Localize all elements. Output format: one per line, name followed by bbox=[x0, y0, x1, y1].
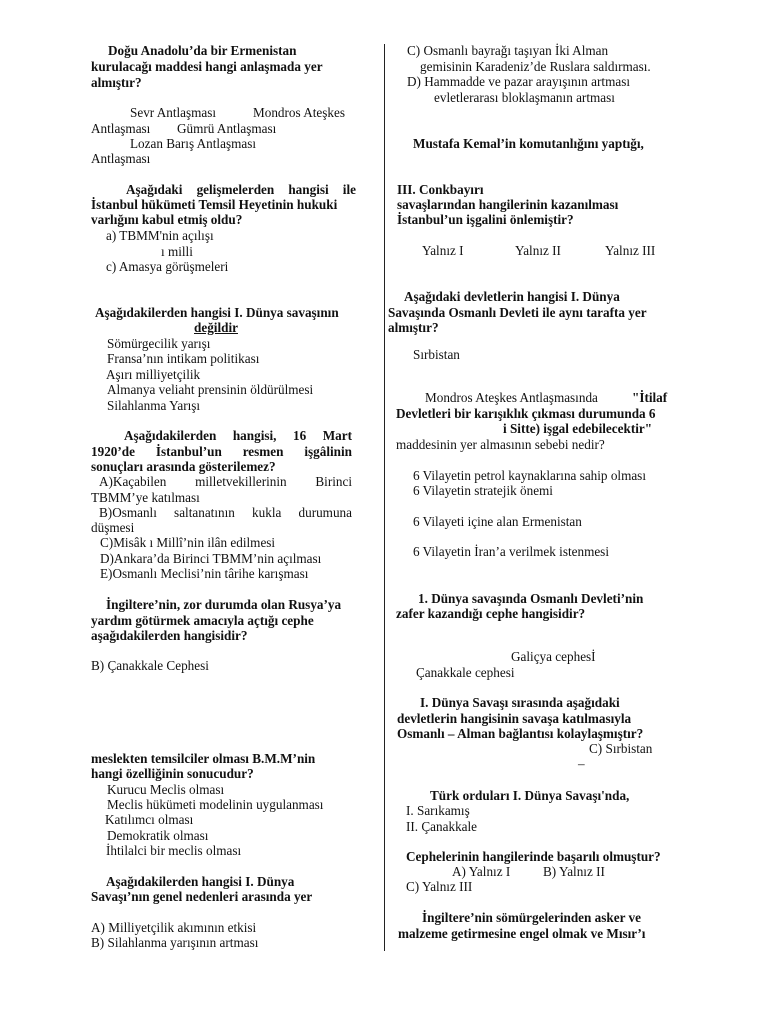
q9-line2: Savaşında Osmanlı Devleti ile aynı tarafta yer bbox=[388, 305, 647, 320]
top-option-d: D) Hammadde ve pazar arayışının artması bbox=[407, 74, 630, 89]
q10-option: 6 Vilayetin petrol kaynaklarına sahip olması bbox=[413, 468, 646, 483]
q4-option-b2: düşmesi bbox=[91, 520, 135, 535]
q9-line3: almıştır? bbox=[388, 320, 439, 335]
q3-option: Almanya veliaht prensinin öldürülmesi bbox=[107, 382, 314, 397]
q11-line2: zafer kazandığı cephe hangisidir? bbox=[396, 606, 586, 621]
q10-line1a: Mondros Ateşkes Antlaşmasında bbox=[425, 390, 598, 405]
q2-line1: Aşağıdaki gelişmelerden hangisi ile bbox=[126, 182, 356, 197]
q13-line1: Türk orduları I. Dünya Savaşı'nda, bbox=[430, 788, 630, 803]
q6-option: Kurucu Meclis olması bbox=[107, 782, 225, 797]
q8-line2: III. Conkbayırı bbox=[397, 182, 484, 197]
column-divider bbox=[384, 44, 385, 951]
q3-option: Aşırı milliyetçilik bbox=[106, 367, 201, 382]
q12-answer: C) Sırbistan bbox=[589, 741, 653, 756]
q14-line1: İngiltere’nin sömürgelerinden asker ve bbox=[422, 910, 641, 925]
q8-option: Yalnız II bbox=[515, 243, 561, 258]
q1-option: Sevr Antlaşması bbox=[130, 105, 217, 120]
q13-line2: Cephelerinin hangilerinde başarılı olmuştur? bbox=[406, 849, 661, 864]
q1-line3: almıştır? bbox=[91, 75, 142, 90]
q7-option-a: A) Milliyetçilik akımının etkisi bbox=[91, 920, 257, 935]
q10-option: 6 Vilayetin stratejik önemi bbox=[413, 483, 553, 498]
q2-line2: İstanbul hükümeti Temsil Heyetinin hukuki bbox=[91, 197, 338, 212]
q12-line3: Osmanlı – Alman bağlantısı kolaylaşmıştır? bbox=[397, 726, 644, 741]
q10-option: 6 Vilayetin İran’a verilmek istenmesi bbox=[413, 544, 609, 559]
q13-item: I. Sarıkamış bbox=[406, 803, 470, 818]
top-option-c2: gemisinin Karadeniz’de Ruslara saldırması. bbox=[420, 59, 651, 74]
q11-option: Çanakkale cephesi bbox=[416, 665, 515, 680]
q8-line1: Mustafa Kemal’in komutanlığını yaptığı, bbox=[413, 136, 644, 151]
q6-option: Demokratik olması bbox=[107, 828, 209, 843]
q7-line2: Savaşı’nın genel nedenleri arasında yer bbox=[91, 889, 313, 904]
q3-line1: Aşağıdakilerden hangisi I. Dünya savaşının bbox=[95, 305, 339, 320]
q9-answer: Sırbistan bbox=[413, 347, 460, 362]
q13-option-c: C) Yalnız III bbox=[406, 879, 473, 894]
q3-option: Silahlanma Yarışı bbox=[107, 398, 201, 413]
q3-option: Sömürgecilik yarışı bbox=[107, 336, 211, 351]
q1-option: Antlaşması bbox=[91, 151, 151, 166]
q6-line1: meslekten temsilciler olması B.M.M’nin bbox=[91, 751, 316, 766]
q4-option-b: B)Osmanlı saltanatının kukla durumuna bbox=[99, 505, 352, 520]
q8-line4: İstanbul’un işgalini önlemiştir? bbox=[397, 212, 574, 227]
q7-line1: Aşağıdakilerden hangisi I. Dünya bbox=[106, 874, 295, 889]
q13-option-a: A) Yalnız I bbox=[452, 864, 511, 879]
top-option-d2: evletlerarası bloklaşmanın artması bbox=[434, 90, 615, 105]
q1-option: Gümrü Antlaşması bbox=[177, 121, 277, 136]
q9-line1: Aşağıdaki devletlerin hangisi I. Dünya bbox=[404, 289, 620, 304]
q5-line1: İngiltere’nin, zor durumda olan Rusya’ya bbox=[106, 597, 342, 612]
q5-answer: B) Çanakkale Cephesi bbox=[91, 658, 209, 673]
q1-option: Antlaşması bbox=[91, 121, 151, 136]
q12-line2: devletlerin hangisinin savaşa katılmasıyla bbox=[397, 711, 632, 726]
q8-line3: savaşlarından hangilerinin kazanılması bbox=[397, 197, 619, 212]
q6-line2: hangi özelliğinin sonucudur? bbox=[91, 766, 254, 781]
q1-line1: Doğu Anadolu’da bir Ermenistan bbox=[108, 43, 297, 58]
q6-option: İhtilalci bir meclis olması bbox=[106, 843, 242, 858]
q4-option-e: E)Osmanlı Meclisi’nin târihe karışması bbox=[100, 566, 309, 581]
q10-option: 6 Vilayeti içine alan Ermenistan bbox=[413, 514, 582, 529]
q4-option-d: D)Ankara’da Birinci TBMM’nin açılması bbox=[100, 551, 322, 566]
q1-option: Mondros Ateşkes bbox=[253, 105, 345, 120]
q8-option: Yalnız I bbox=[422, 243, 464, 258]
q8-option: Yalnız III bbox=[605, 243, 656, 258]
q4-line3: sonuçları arasında gösterilemez? bbox=[91, 459, 276, 474]
q2-option-a: a) TBMM'nin açılışı bbox=[106, 228, 214, 243]
q2-line3: varlığını kabul etmiş oldu? bbox=[91, 212, 243, 227]
q10-line4: maddesinin yer almasının sebebi nedir? bbox=[396, 437, 605, 452]
q12-dash: – bbox=[578, 756, 585, 771]
top-option-c: C) Osmanlı bayrağı taşıyan İki Alman bbox=[407, 43, 609, 58]
q6-option: Meclis hükümeti modelinin uygulanması bbox=[107, 797, 324, 812]
q4-option-c: C)Misâk ı Millî’nin ilân edilmesi bbox=[100, 535, 276, 550]
q13-item: II. Çanakkale bbox=[406, 819, 478, 834]
q14-line2: malzeme getirmesine engel olmak ve Mısır’ı bbox=[398, 926, 646, 941]
q2-option-c: c) Amasya görüşmeleri bbox=[106, 259, 229, 274]
q10-line2: Devletleri bir karışıklık çıkması durumunda 6 bbox=[396, 406, 656, 421]
q12-line1: I. Dünya Savaşı sırasında aşağıdaki bbox=[420, 695, 620, 710]
q4-option-a2: TBMM’ye katılması bbox=[91, 490, 200, 505]
q11-line1: 1. Dünya savaşında Osmanlı Devleti’nin bbox=[418, 591, 644, 606]
q6-option: Katılımcı olması bbox=[105, 812, 194, 827]
q4-line1: Aşağıdakilerden hangisi, 16 Mart bbox=[124, 428, 352, 443]
q3-option: Fransa’nın intikam politikası bbox=[107, 351, 260, 366]
q10-line1b: "İtilaf bbox=[632, 390, 668, 405]
q4-option-a: A)Kaçabilen milletvekillerinin Birinci bbox=[99, 474, 352, 489]
q1-option: Lozan Barış Antlaşması bbox=[130, 136, 256, 151]
q5-line2: yardım götürmek amacıyla açtığı cephe bbox=[91, 613, 314, 628]
q13-option-b: B) Yalnız II bbox=[543, 864, 605, 879]
q7-option-b: B) Silahlanma yarışının artması bbox=[91, 935, 259, 950]
q10-line3: i Sitte) işgal edebilecektir" bbox=[503, 421, 653, 436]
q11-option: Galiçya cephesİ bbox=[511, 649, 596, 664]
q4-line2: 1920’de İstanbul’un resmen işgâlinin bbox=[91, 444, 352, 459]
q2-option-b: ı milli bbox=[161, 244, 193, 259]
q3-line2: değildir bbox=[194, 320, 238, 335]
q1-line2: kurulacağı maddesi hangi anlaşmada yer bbox=[91, 59, 323, 74]
q5-line3: aşağıdakilerden hangisidir? bbox=[91, 628, 248, 643]
